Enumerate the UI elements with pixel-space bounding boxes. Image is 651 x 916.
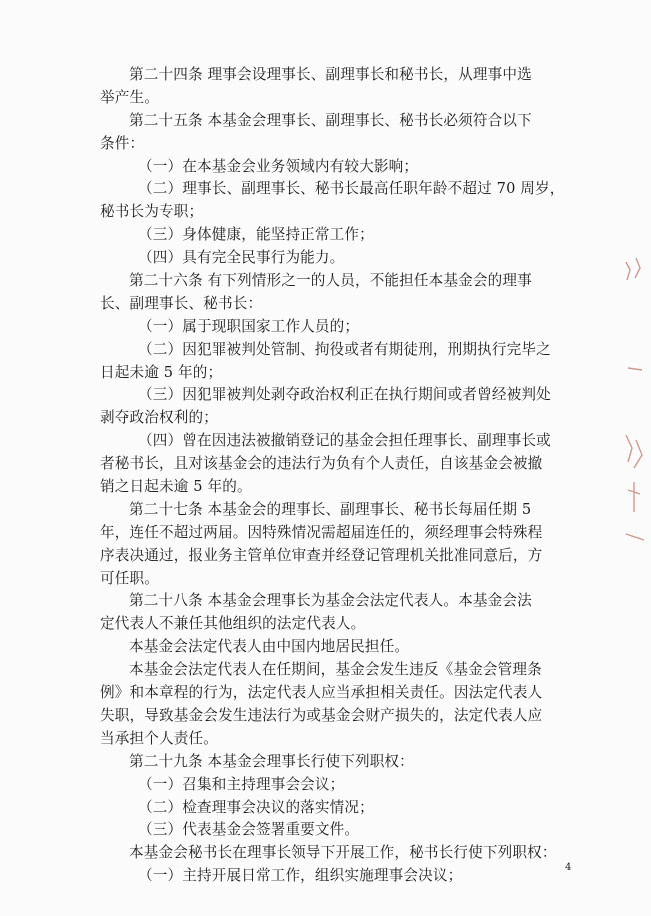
text-line: （四）曾在因违法被撤销登记的基金会担任理事长、副理事长或 (138, 432, 551, 450)
text-line: （一）主持开展日常工作，组织实施理事会决议； (138, 867, 463, 885)
text-line: 年，连任不超过两届。因特殊情况需超届连任的，须经理事会特殊程 (100, 523, 543, 541)
margin-handwriting-marks (620, 250, 650, 580)
margin-mark-2 (635, 258, 640, 278)
text-line: 本基金会秘书长在理事长领导下开展工作，秘书长行使下列职权： (129, 844, 557, 862)
margin-mark-3 (628, 368, 642, 370)
text-line: 序表决通过，报业务主管单位审查并经登记管理机关批准同意后，方 (100, 546, 543, 564)
text-line: （四）具有完全民事行为能力。 (138, 249, 345, 267)
page-number: 4 (565, 862, 572, 873)
text-line: 长、副理事长、秘书长： (100, 294, 263, 312)
margin-mark-4 (626, 435, 632, 462)
text-line: 本基金会法定代表人由中国内地居民担任。 (129, 638, 410, 656)
text-line: 本基金会法定代表人在任期间，基金会发生违反《基金会管理条 (129, 661, 542, 679)
text-line: （一）在本基金会业务领域内有较大影响； (138, 157, 419, 175)
text-line: 第二十九条 本基金会理事长行使下列职权： (129, 752, 414, 770)
text-line: 者秘书长，且对该基金会的违法行为负有个人责任，自该基金会被撤 (100, 455, 543, 473)
text-line: （二）检查理事会决议的落实情况； (138, 798, 374, 816)
margin-mark-5 (634, 440, 642, 468)
text-line: （三）身体健康，能坚持正常工作； (138, 226, 374, 244)
text-line: 秘书长为专职； (100, 203, 204, 221)
text-line: 第二十五条 本基金会理事长、副理事长、秘书长必须符合以下 (129, 111, 532, 129)
text-line: （一）属于现职国家工作人员的； (138, 317, 360, 335)
margin-mark-7 (626, 534, 644, 540)
text-line: （一）召集和主持理事会会议； (138, 775, 345, 793)
text-line: 第二十七条 本基金会的理事长、副理事长、秘书长每届任期 5 (129, 500, 532, 518)
document-body (100, 64, 580, 888)
text-line: 第二十八条 本基金会理事长为基金会法定代表人。本基金会法 (129, 592, 532, 610)
text-line: （三）代表基金会签署重要文件。 (138, 821, 360, 839)
text-line: （三）因犯罪被判处剥夺政治权利正在执行期间或者曾经被判处 (138, 386, 551, 404)
text-line: 可任职。 (100, 569, 159, 587)
margin-mark-6 (628, 482, 640, 512)
text-line: 剥夺政治权利的； (100, 409, 218, 427)
text-line: 举产生。 (100, 88, 159, 106)
text-line: 条件： (100, 134, 145, 152)
text-line: 当承担个人责任。 (100, 729, 218, 747)
margin-mark-1 (626, 262, 630, 280)
text-line: 日起未逾 5 年的； (100, 363, 223, 381)
text-line: 例》和本章程的行为，法定代表人应当承担相关责任。因法定代表人 (100, 684, 543, 702)
text-line: 定代表人不兼任其他组织的法定代表人。 (100, 615, 366, 633)
text-line: 第二十四条 理事会设理事长、副理事长和秘书长，从理事中选 (129, 66, 532, 83)
text-line: 销之日起未逾 5 年的。 (100, 478, 252, 496)
text-line: （二）因犯罪被判处管制、拘役或者有期徒刑，刑期执行完毕之 (138, 340, 551, 358)
text-line: 第二十六条 有下列情形之一的人员，不能担任本基金会的理事 (129, 272, 532, 290)
text-line: 失职，导致基金会发生违法行为或基金会财产损失的，法定代表人应 (100, 706, 543, 724)
text-line: （二）理事长、副理事长、秘书长最高任职年龄不超过 70 周岁， (138, 180, 565, 198)
